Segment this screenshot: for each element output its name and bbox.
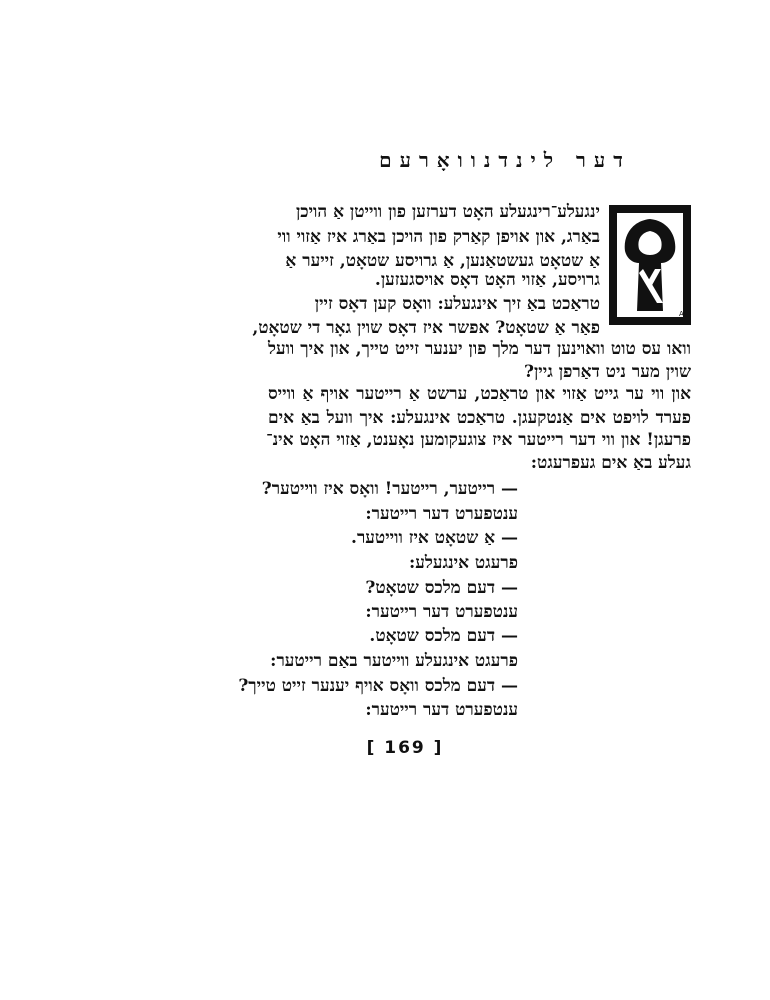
text-line: טראַכט באַ זיך אינגעלע: וואָס קען דאָס זיין xyxy=(314,294,600,314)
text-line: פאַר אַ שטאָט? אפשר איז דאָס שוין גאָר די שטאָט, xyxy=(252,318,600,338)
dialogue-line: ענטפערט דער רייטער: xyxy=(365,602,518,622)
dialogue-line: — דעם מלכס שטאָט. xyxy=(369,626,518,646)
text-line: געלע באַ אים געפרעגט: xyxy=(530,453,691,473)
dialogue-line: — דעם מלכס שטאָט? xyxy=(365,578,518,598)
dialogue-line: ענטפערט דער רייטער: xyxy=(365,504,518,524)
text-line: פערד לויפט אים אַנטקעגן. טראַכט אינגעלע: איך וועל באַ אים xyxy=(268,408,691,428)
page-number: [ 169 ] xyxy=(366,738,444,758)
dialogue-line: — רייטער, רייטער! וואָס איז ווייטער? xyxy=(261,479,518,499)
text-line: ינגעלע־רינגעלע האָט דערזען פון ווייטן אַ הויכן xyxy=(295,202,600,222)
dialogue-line: פרעגט אינגעלע ווייטער באַם רייטער: xyxy=(270,651,518,671)
dialogue-line: — דעם מלכס וואָס אויף יענער זייט טייך? xyxy=(238,676,518,696)
text-line: און ווי ער גייט אַזוי און טראַכט, ערשט אַ רייטער אויף אַ ווייס xyxy=(268,384,691,404)
decorated-initial-icon xyxy=(609,205,691,325)
dialogue-line: ענטפערט דער רייטער: xyxy=(365,700,518,720)
chapter-title: דער לינדנוואָרעם xyxy=(379,148,631,172)
text-line: וואו עס טוט וואוינען דער מלך פון יענער זייט טייך, און איך וועל xyxy=(268,339,691,359)
dialogue-line: פרעגט אינגעלע: xyxy=(409,553,518,573)
text-line: גרויסע, אַזוי האָט דאָס אויסגעזען. xyxy=(374,270,600,290)
dialogue-line: — אַ שטאָט איז ווייטער. xyxy=(351,528,518,548)
svg-text:A: A xyxy=(679,310,684,318)
text-line: אַ שטאָט געשטאַנען, אַ גרויסע שטאָט, זייער אַ xyxy=(285,251,600,271)
text-line: שוין מער ניט דאַרפן גיין? xyxy=(524,362,691,382)
text-line: באַרג, און אויפן קאַרק פון הויכן באַרג איז אַזוי ווי xyxy=(277,227,600,247)
text-line: פרעגן! און ווי דער רייטער איז צוגעקומען נאָענט, אַזוי האָט אינ־ xyxy=(266,430,691,450)
